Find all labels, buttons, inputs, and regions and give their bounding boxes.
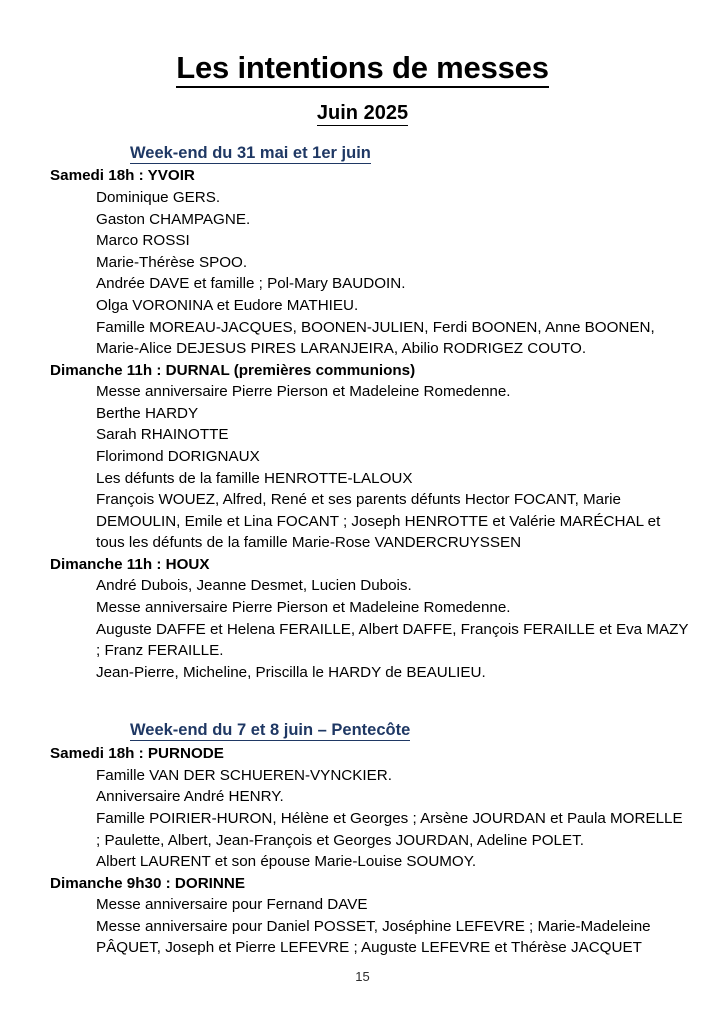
weekend-heading-text: Week-end du 31 mai et 1er juin <box>130 143 371 162</box>
weekends-container <box>34 124 691 960</box>
service-heading: Dimanche 11h : HOUX <box>50 555 210 573</box>
service-heading: Dimanche 11h : DURNAL (premières communions) <box>50 361 416 379</box>
intention-item: Florimond DORIGNAUX <box>96 447 260 465</box>
intention-item: Messe anniversaire pour Daniel POSSET, Joséphine LEFEVRE ; Marie-Madeleine PÂQUET, Joseph et Pierre LEFEVRE ; Auguste LEFEVRE et Thérèse JACQUET <box>96 917 651 957</box>
weekend-heading <box>34 124 691 166</box>
service-heading: Dimanche 9h30 : DORINNE <box>50 874 245 892</box>
intention-item: Famille MOREAU-JACQUES, BOONEN-JULIEN, Ferdi BOONEN, Anne BOONEN, Marie-Alice DEJESUS PIRES LARANJEIRA, Abilio RODRIGEZ COUTO. <box>96 318 655 358</box>
service-heading: Samedi 18h : YVOIR <box>50 167 195 185</box>
intention-item: Sarah RHAINOTTE <box>96 426 229 444</box>
intention-item: Messe anniversaire Pierre Pierson et Madeleine Romedenne. <box>96 599 511 617</box>
service-heading: Samedi 18h : PURNODE <box>50 745 224 763</box>
intention-item: Les défunts de la famille HENROTTE-LALOUX <box>96 469 413 487</box>
intention-list <box>34 765 691 873</box>
intention-list <box>34 187 691 360</box>
intention-item: Albert LAURENT et son épouse Marie-Louise SOUMOY. <box>96 853 477 871</box>
intention-item: Auguste DAFFE et Helena FERAILLE, Albert DAFFE, François FERAILLE et Eva MAZY ; Franz FERAILLE. <box>96 620 689 660</box>
intention-list <box>34 894 691 959</box>
intention-item: Marco ROSSI <box>96 232 190 250</box>
service-block <box>34 743 691 872</box>
service-block <box>34 360 691 554</box>
intention-item: Dominique GERS. <box>96 189 221 207</box>
page-title-text: Les intentions de messes <box>176 50 549 88</box>
intention-item: Jean-Pierre, Micheline, Priscilla le HARDY de BEAULIEU. <box>96 663 486 681</box>
intention-item: Olga VORONINA et Eudore MATHIEU. <box>96 296 359 314</box>
intention-item: Messe anniversaire pour Fernand DAVE <box>96 896 368 914</box>
intention-item: Famille VAN DER SCHUEREN-VYNCKIER. <box>96 766 392 784</box>
intention-item: Marie-Thérèse SPOO. <box>96 253 248 271</box>
page-subtitle-text: Juin 2025 <box>316 101 409 124</box>
page-number: 15 <box>355 969 370 984</box>
service-block <box>34 873 691 959</box>
intention-item: Famille POIRIER-HURON, Hélène et Georges ; Arsène JOURDAN et Paula MORELLE ; Paulette, Albert, Jean-François et Georges JOURDAN, Adeline POLET. <box>96 810 683 849</box>
weekend-block <box>34 683 691 959</box>
page-title <box>34 0 691 85</box>
page-subtitle <box>34 85 691 124</box>
intention-list <box>34 575 691 683</box>
intention-list <box>34 381 691 554</box>
weekend-heading-text: Week-end du 7 et 8 juin – Pentecôte <box>130 721 411 740</box>
weekend-heading <box>34 709 691 743</box>
intention-item: Andrée DAVE et famille ; Pol-Mary BAUDOIN. <box>96 275 406 293</box>
service-block <box>34 165 691 359</box>
intention-item: Gaston CHAMPAGNE. <box>96 210 251 228</box>
intention-item: François WOUEZ, Alfred, René et ses parents défunts Hector FOCANT, Marie DEMOULIN, Emile et Lina FOCANT ; Joseph HENROTTE et Valérie MARÉCHAL et tous les défunts de la famille Marie-Rose VANDERCRUYSSEN <box>96 491 661 552</box>
intention-item: Berthe HARDY <box>96 404 199 422</box>
intention-item: Anniversaire André HENRY. <box>96 788 284 806</box>
service-block <box>34 554 691 683</box>
weekend-block <box>34 124 691 684</box>
intention-item: André Dubois, Jeanne Desmet, Lucien Dubois. <box>96 577 412 595</box>
intention-item: Messe anniversaire Pierre Pierson et Madeleine Romedenne. <box>96 383 511 401</box>
